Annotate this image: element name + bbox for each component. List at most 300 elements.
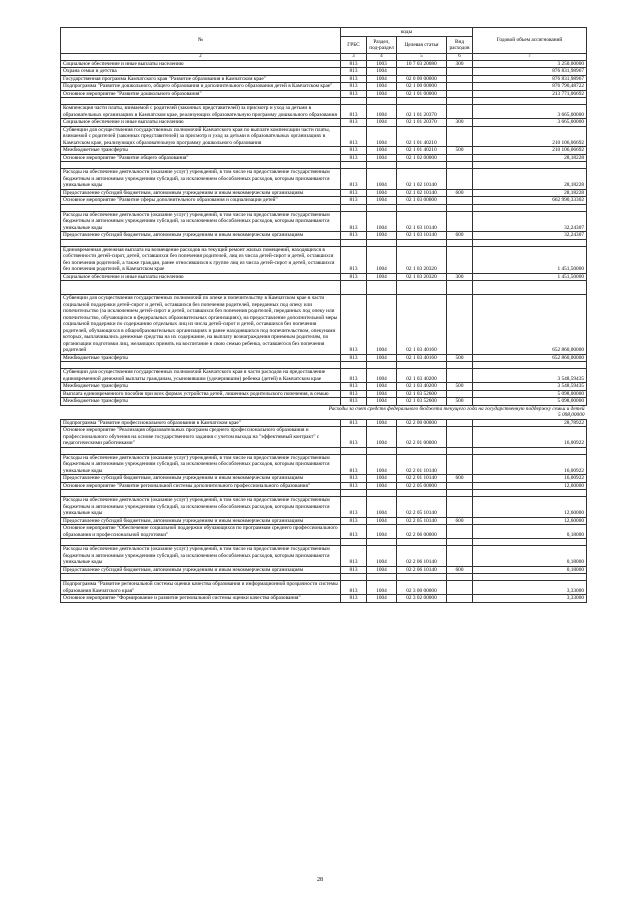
table-row [61, 525, 587, 539]
row-target: 02 2 05 10140 [397, 517, 447, 525]
row-type [447, 68, 473, 76]
row-target: 02 2 01 00000 [397, 427, 447, 448]
table-row [61, 546, 587, 567]
table-row [61, 154, 587, 162]
row-grbs: 813 [341, 427, 367, 448]
row-target: 02 1 03 40160 [397, 295, 447, 355]
row-amount: 3,33000 [473, 595, 587, 603]
row-name [61, 447, 341, 454]
row-type: 300 [447, 60, 473, 68]
table-row [61, 232, 587, 240]
table-row [61, 126, 587, 147]
row-amount: 28,18228 [473, 189, 587, 197]
row-type [447, 90, 473, 98]
table-row [61, 497, 587, 518]
row-section: 1004 [367, 273, 397, 281]
row-type [447, 197, 473, 205]
row-target: 02 2 06 10140 [397, 566, 447, 574]
row-grbs: 813 [341, 546, 367, 567]
row-name: Предоставление субсидий бюджетным, автономным учреждениям и иным некоммерческим организациям [61, 566, 341, 574]
header-codes-group: коды [341, 28, 473, 37]
row-type [447, 539, 473, 546]
table-row [61, 398, 587, 406]
row-target [397, 68, 447, 76]
row-section: 1004 [367, 90, 397, 98]
row-name [61, 162, 341, 169]
row-section [367, 281, 397, 288]
table-row [61, 405, 587, 412]
row-target [397, 162, 447, 169]
row-grbs: 813 [341, 475, 367, 483]
table-row [61, 574, 587, 581]
row-amount: 3 548,59435 [473, 383, 587, 391]
row-grbs: 813 [341, 566, 367, 574]
table-row [61, 482, 587, 490]
index-cell: 6 [447, 54, 473, 61]
row-grbs: 813 [341, 454, 367, 475]
row-type [447, 454, 473, 475]
table-body [61, 60, 587, 602]
table-row [61, 60, 587, 68]
table-row [61, 162, 587, 169]
row-grbs [341, 162, 367, 169]
row-section: 1004 [367, 169, 397, 190]
row-name: Социальное обеспечение и иные выплаты населению [61, 60, 341, 68]
row-target: 02 2 06 00000 [397, 525, 447, 539]
row-target [397, 539, 447, 546]
row-type [447, 154, 473, 162]
row-target: 02 2 01 10140 [397, 454, 447, 475]
row-target: 02 1 03 00000 [397, 197, 447, 205]
row-amount [473, 447, 587, 454]
row-target: 10 7 03 20080 [397, 60, 447, 68]
row-section [367, 239, 397, 246]
row-grbs [341, 281, 367, 288]
row-type: 600 [447, 475, 473, 483]
row-name [61, 204, 341, 211]
row-section: 1004 [367, 427, 397, 448]
row-name: Расходы на обеспечение деятельности (оказание услуг) учреждений, в том числе на предоставление государственным бюджетным и автономным учреждениям субсидий, за исключением обособленных расходов, которым присваиваются уникальные коды [61, 454, 341, 475]
row-type [447, 362, 473, 369]
row-amount [473, 98, 587, 105]
table-row [61, 90, 587, 98]
table-row [61, 383, 587, 391]
row-grbs: 813 [341, 211, 367, 232]
table-row [61, 362, 587, 369]
table-row [61, 147, 587, 155]
row-grbs: 813 [341, 154, 367, 162]
row-type: 600 [447, 232, 473, 240]
row-section: 1004 [367, 68, 397, 76]
row-grbs [341, 490, 367, 497]
row-grbs: 813 [341, 90, 367, 98]
row-amount: 0,18000 [473, 525, 587, 539]
row-name [61, 281, 341, 288]
row-name: Охрана семьи и детства [61, 68, 341, 76]
table-row [61, 119, 587, 127]
table-row [61, 68, 587, 76]
row-name: Субвенции для осуществления государственных полномочий Камчатского края по выплате компенсации части платы, взимаемой с родителей (законных представителей) за присмотр и уход за детьми в образовательных организациях в Камчатском крае, реализующих образовательную программу дошкольного образования [61, 126, 341, 147]
row-name: Выплата единовременного пособия при всех формах устройства детей, лишенных родительского попечения, в семью [61, 390, 341, 398]
row-name: Подпрограмма "Развитие дошкольного, общего образования и дополнительного образования детей в Камчатском крае" [61, 83, 341, 91]
header-target: Целевая статья [397, 37, 447, 54]
row-name: Расходы на обеспечение деятельности (оказание услуг) учреждений, в том числе на предоставление государственным бюджетным и автономным учреждениям субсидий, за исключением обособленных расходов, которым присваиваются уникальные коды [61, 546, 341, 567]
row-section: 1004 [367, 517, 397, 525]
table-row [61, 189, 587, 197]
table-row [61, 490, 587, 497]
row-type [447, 369, 473, 383]
row-section: 1004 [367, 546, 397, 567]
row-name: Основное мероприятие "Развитие общего образования" [61, 154, 341, 162]
row-amount: 16,00922 [473, 454, 587, 475]
row-grbs: 813 [341, 147, 367, 155]
table-note: 5 098,00000 [558, 412, 585, 418]
row-section: 1004 [367, 566, 397, 574]
row-grbs: 813 [341, 232, 367, 240]
row-name: Основное мероприятие "Формирование и развитие региональной системы оценки качества образования" [61, 595, 341, 603]
row-type [447, 83, 473, 91]
page-number: 28 [317, 877, 323, 883]
row-target: 02 1 03 40200 [397, 369, 447, 383]
row-target [397, 574, 447, 581]
row-type [447, 204, 473, 211]
table-row [61, 239, 587, 246]
row-grbs: 813 [341, 581, 367, 595]
row-name: Основное мероприятие "Реализация образовательных программ среднего профессионального образования и профессионального обучения на основе государственного задания с учетом выхода на "эффективный контракт" с педагогическими работниками" [61, 427, 341, 448]
table-row [61, 595, 587, 603]
row-type: 600 [447, 517, 473, 525]
row-section: 1004 [367, 189, 397, 197]
row-target: 02 1 03 52600 [397, 390, 447, 398]
row-type [447, 419, 473, 427]
row-amount: 662 990,33302 [473, 197, 587, 205]
row-target: 02 1 01 40210 [397, 126, 447, 147]
row-amount: 28,18228 [473, 169, 587, 190]
row-name: Субвенции для осуществления государственных полномочий по опеке и попечительству в Камчатском крае в части социальной поддержки детей-сирот и детей, оставшихся без попечения родителей, переданных под опеку или попечительство (за исключением детей-сирот и детей, оставшихся без попечения родителей, переданных под опеку или попечительство, обучающихся в федеральных образовательных организациях), на предоставление дополнительной меры социальной поддержки по содержанию отдельных лиц из числа детей-сирот и детей, оставшихся без попечения родителей, обучающихся в общеобразовательных организациях и ранее находившихся под попечительством, опекунами которых, выплачивались денежные средства на их содержание, на выплату вознаграждения приемным родителям, по организации подготовки лиц, желающих принять на воспитание в свою семью ребенка, оставшегося без попечения родителей [61, 295, 341, 355]
row-section: 1004 [367, 211, 397, 232]
row-grbs: 813 [341, 398, 367, 406]
row-type: 500 [447, 354, 473, 362]
table-row [61, 454, 587, 475]
row-amount: 3 548,59435 [473, 369, 587, 383]
row-name: Единовременная денежная выплата на возмещение расходов на текущий ремонт жилых помещений, находящихся в собственности детей-сирот, детей, оставшихся без попечения родителей, лиц из числа детей-сирот и детей, оставшихся без попечения родителей, а также граждан, ранее относившихся к группе лиц из числа детей-сирот и детей, оставшихся без попечения родителей, в Камчатском крае [61, 246, 341, 273]
row-section: 1004 [367, 197, 397, 205]
row-amount: 876 790,48722 [473, 83, 587, 91]
row-section [367, 162, 397, 169]
row-type [447, 574, 473, 581]
row-type [447, 581, 473, 595]
table-row [61, 475, 587, 483]
row-section: 1004 [367, 154, 397, 162]
table-row [61, 281, 587, 288]
row-target: 02 1 03 40160 [397, 354, 447, 362]
row-target: 02 2 01 10140 [397, 475, 447, 483]
row-grbs: 813 [341, 595, 367, 603]
row-section: 1004 [367, 419, 397, 427]
index-cell: 3 [341, 54, 367, 61]
row-name: Расходы на обеспечение деятельности (оказание услуг) учреждений, в том числе на предоставление государственным бюджетным и автономным учреждениям субсидий, за исключением обособленных расходов, которым присваиваются уникальные коды [61, 211, 341, 232]
row-type [447, 595, 473, 603]
row-target [397, 288, 447, 295]
row-name [61, 288, 341, 295]
row-amount: 210 106,06692 [473, 147, 587, 155]
row-section: 1004 [367, 390, 397, 398]
index-cell: 7 [473, 54, 587, 61]
row-name: Социальное обеспечение и иные выплаты населению [61, 119, 341, 127]
row-section: 1004 [367, 581, 397, 595]
table-row [61, 204, 587, 211]
row-grbs: 813 [341, 75, 367, 83]
row-name [61, 362, 341, 369]
table-row [61, 581, 587, 595]
row-grbs: 813 [341, 354, 367, 362]
row-grbs: 813 [341, 60, 367, 68]
row-target [397, 239, 447, 246]
row-type [447, 281, 473, 288]
row-target: 02 1 01 40210 [397, 147, 447, 155]
row-amount: 12,60000 [473, 517, 587, 525]
row-section [367, 288, 397, 295]
row-target: 02 1 03 10140 [397, 211, 447, 232]
row-target [397, 204, 447, 211]
row-name: Субвенции для осуществления государственных полномочий Камчатского края в части расходов на предоставление единовременной денежной выплаты гражданам, усыновившим (удочерившим) ребенка (детей) в Камчатском крае [61, 369, 341, 383]
row-amount: 210 106,06692 [473, 126, 587, 147]
row-grbs: 813 [341, 525, 367, 539]
row-section: 1004 [367, 497, 397, 518]
table-row [61, 98, 587, 105]
row-section: 1004 [367, 525, 397, 539]
row-grbs: 813 [341, 126, 367, 147]
row-type: 300 [447, 273, 473, 281]
row-section [367, 490, 397, 497]
row-grbs: 813 [341, 295, 367, 355]
row-grbs [341, 98, 367, 105]
table-row [61, 105, 587, 119]
row-amount [473, 574, 587, 581]
row-target [397, 281, 447, 288]
row-target: 02 1 03 52600 [397, 398, 447, 406]
row-target [397, 362, 447, 369]
row-target: 02 1 02 10140 [397, 169, 447, 190]
row-name [61, 539, 341, 546]
row-amount: 1 451,50000 [473, 246, 587, 273]
row-type [447, 169, 473, 190]
table-row [61, 83, 587, 91]
row-amount: 32,24307 [473, 232, 587, 240]
row-amount: 652 860,00000 [473, 295, 587, 355]
table-row [61, 566, 587, 574]
row-section: 1004 [367, 383, 397, 391]
row-type [447, 295, 473, 355]
row-section: 1004 [367, 75, 397, 83]
row-grbs [341, 574, 367, 581]
row-name [61, 239, 341, 246]
row-amount: 12,60000 [473, 497, 587, 518]
table-row [61, 447, 587, 454]
row-grbs: 813 [341, 68, 367, 76]
row-name: Расходы на обеспечение деятельности (оказание услуг) учреждений, в том числе на предоставление государственным бюджетным и автономным учреждениям субсидий, за исключением обособленных расходов, которым присваиваются уникальные коды [61, 169, 341, 190]
row-section: 1004 [367, 105, 397, 119]
row-section: 1004 [367, 369, 397, 383]
row-name: Государственная программа Камчатского края "Развитие образования в Камчатском крае" [61, 75, 341, 83]
row-target [397, 98, 447, 105]
row-section: 1004 [367, 232, 397, 240]
row-grbs [341, 362, 367, 369]
row-grbs: 813 [341, 189, 367, 197]
row-amount: 32,24307 [473, 211, 587, 232]
row-target: 02 1 03 40200 [397, 383, 447, 391]
row-grbs: 813 [341, 83, 367, 91]
row-name: Межбюджетные трансферты [61, 383, 341, 391]
row-target: 02 2 06 10140 [397, 546, 447, 567]
table-row [61, 246, 587, 273]
row-target: 02 1 01 20370 [397, 105, 447, 119]
row-section: 1004 [367, 454, 397, 475]
row-type [447, 246, 473, 273]
row-type [447, 98, 473, 105]
row-type: 600 [447, 566, 473, 574]
row-amount: 3,33000 [473, 581, 587, 595]
table-row [61, 211, 587, 232]
row-grbs: 813 [341, 482, 367, 490]
row-type [447, 447, 473, 454]
row-name: Предоставление субсидий бюджетным, автономным учреждениям и иным некоммерческим организациям [61, 232, 341, 240]
header-annual: Годовой объем ассигнований [473, 28, 587, 54]
document-page [60, 27, 586, 603]
row-target: 02 1 02 10140 [397, 189, 447, 197]
row-grbs [341, 539, 367, 546]
table-row [61, 273, 587, 281]
row-target: 02 1 02 00000 [397, 154, 447, 162]
row-section: 1004 [367, 126, 397, 147]
table-note: Расходы за счет средств федерального бюджета текущего года на государственную поддержку семьи и детей [328, 405, 585, 412]
row-name: Расходы на обеспечение деятельности (оказание услуг) учреждений, в том числе на предоставление государственным бюджетным и автономным учреждениям субсидий, за исключением обособленных расходов, которым присваиваются уникальные коды [61, 497, 341, 518]
row-section [367, 447, 397, 454]
row-grbs: 813 [341, 169, 367, 190]
row-section: 1004 [367, 398, 397, 406]
row-grbs: 813 [341, 246, 367, 273]
index-cell: 2 [61, 54, 341, 61]
header-section: Раздел, под-раздел [367, 37, 397, 54]
row-amount [473, 362, 587, 369]
row-amount: 3 665,00000 [473, 119, 587, 127]
row-target: 02 3 02 00000 [397, 595, 447, 603]
row-name [61, 98, 341, 105]
row-type: 300 [447, 119, 473, 127]
row-target: 02 1 03 20320 [397, 273, 447, 281]
row-target: 02 1 03 10140 [397, 232, 447, 240]
table-row [61, 412, 587, 419]
table-row [61, 354, 587, 362]
row-target: 02 1 03 20320 [397, 246, 447, 273]
row-amount: 3 250,00000 [473, 60, 587, 68]
table-row [61, 517, 587, 525]
row-amount [473, 288, 587, 295]
row-section: 1004 [367, 482, 397, 490]
row-name [61, 574, 341, 581]
row-target: 02 1 01 20370 [397, 119, 447, 127]
row-target: 02 0 00 00000 [397, 75, 447, 83]
row-section [367, 98, 397, 105]
row-amount: 652 860,00000 [473, 354, 587, 362]
table-row [61, 169, 587, 190]
row-amount: 0,18000 [473, 546, 587, 567]
row-target [397, 490, 447, 497]
row-type: 500 [447, 383, 473, 391]
row-type [447, 239, 473, 246]
row-type: 500 [447, 398, 473, 406]
row-type [447, 497, 473, 518]
row-grbs: 813 [341, 419, 367, 427]
row-section: 1003 [367, 60, 397, 68]
row-type [447, 490, 473, 497]
row-section [367, 204, 397, 211]
row-grbs: 813 [341, 390, 367, 398]
row-grbs [341, 288, 367, 295]
row-target: 02 3 00 00000 [397, 581, 447, 595]
row-amount: 876 831,98967 [473, 75, 587, 83]
row-type [447, 482, 473, 490]
row-grbs [341, 239, 367, 246]
row-type [447, 162, 473, 169]
row-section: 1004 [367, 475, 397, 483]
row-grbs [341, 204, 367, 211]
table-row [61, 295, 587, 355]
table-row [61, 288, 587, 295]
row-name: Предоставление субсидий бюджетным, автономным учреждениям и иным некоммерческим организациям [61, 189, 341, 197]
row-section [367, 362, 397, 369]
row-amount: 876 831,98967 [473, 68, 587, 76]
table-row [61, 539, 587, 546]
row-name: Межбюджетные трансферты [61, 354, 341, 362]
row-section: 1004 [367, 295, 397, 355]
row-name: Основное мероприятие "Развитие сферы дополнительного образования и социализации детей" [61, 197, 341, 205]
row-amount: 28,78922 [473, 419, 587, 427]
table-header [61, 28, 587, 61]
row-target: 02 1 00 00000 [397, 83, 447, 91]
row-name: Межбюджетные трансферты [61, 147, 341, 155]
row-target: 02 1 01 00000 [397, 90, 447, 98]
row-grbs: 813 [341, 517, 367, 525]
row-grbs: 813 [341, 105, 367, 119]
row-name: Социальное обеспечение и иные выплаты населению [61, 273, 341, 281]
row-amount [473, 281, 587, 288]
row-name: Предоставление субсидий бюджетным, автономным учреждениям и иным некоммерческим организациям [61, 475, 341, 483]
row-grbs: 813 [341, 197, 367, 205]
row-section: 1004 [367, 246, 397, 273]
row-amount: 16,00922 [473, 427, 587, 448]
row-section [367, 574, 397, 581]
row-amount [473, 204, 587, 211]
row-section: 1004 [367, 147, 397, 155]
row-amount: 12,60000 [473, 482, 587, 490]
row-grbs: 813 [341, 383, 367, 391]
row-type [447, 546, 473, 567]
table-row [61, 427, 587, 448]
row-amount [473, 490, 587, 497]
row-grbs: 813 [341, 497, 367, 518]
header-grbs: ГРБС [341, 37, 367, 54]
row-amount: 1 451,50000 [473, 273, 587, 281]
row-amount: 0,18000 [473, 566, 587, 574]
index-cell: 4 [367, 54, 397, 61]
row-grbs [341, 447, 367, 454]
row-type [447, 75, 473, 83]
table-row [61, 75, 587, 83]
header-num: № [61, 28, 341, 54]
row-grbs: 813 [341, 369, 367, 383]
table-row [61, 369, 587, 383]
